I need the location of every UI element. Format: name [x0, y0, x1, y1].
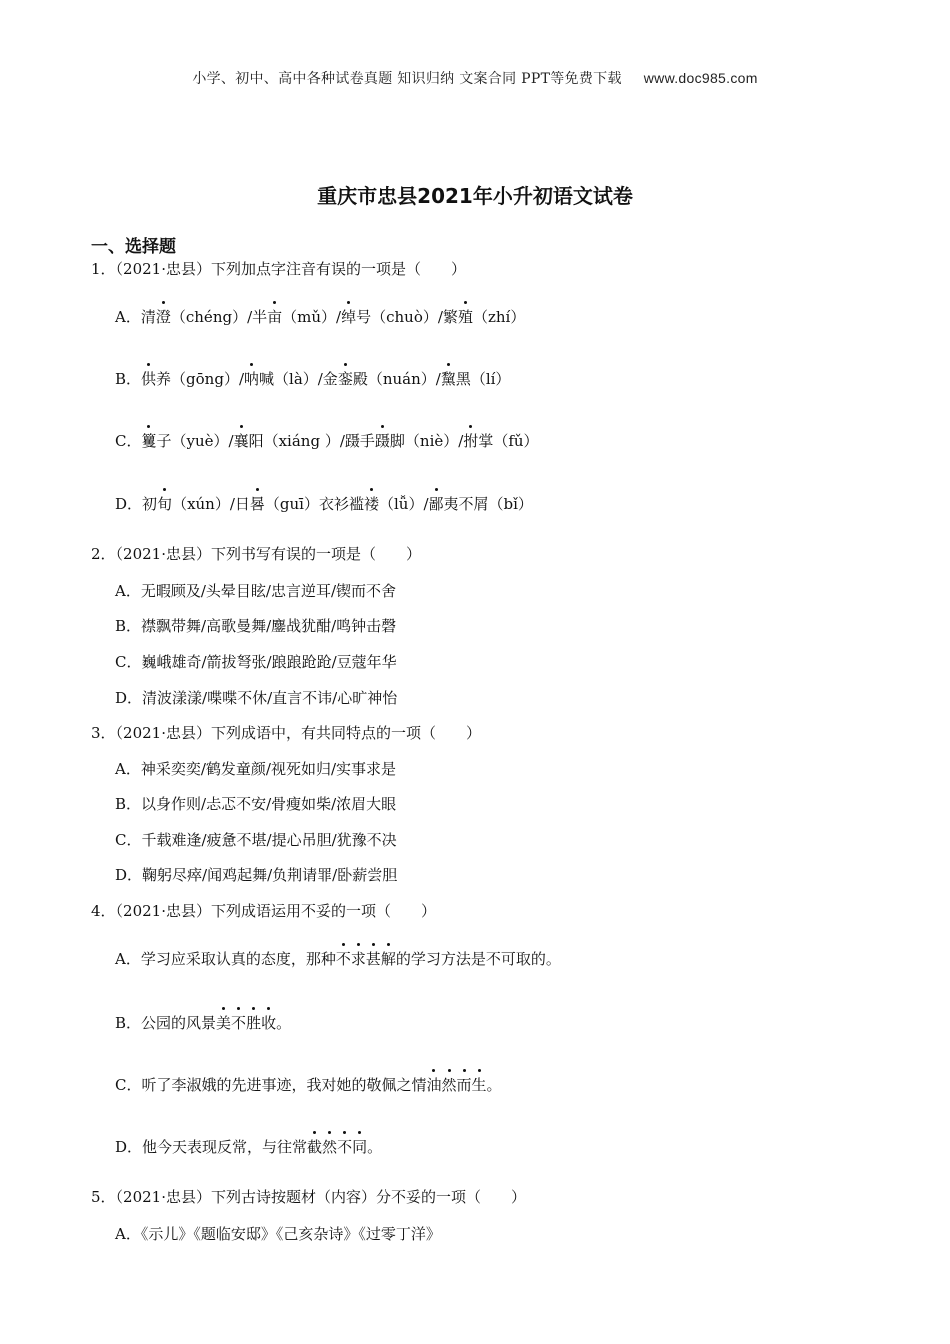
- emphasis-char: 油: [426, 1076, 442, 1094]
- question-4-option-c: C．听了李淑娥的先进事迹，我对她的敬佩之情油然而生。: [115, 1076, 502, 1094]
- emphasis-char: 绰: [341, 308, 357, 326]
- emphasis-char: 殖: [457, 308, 473, 326]
- emphasis-char: 收: [261, 1014, 277, 1032]
- emphasis-char: 鄙: [428, 495, 444, 513]
- emphasis-char: 褛: [363, 495, 379, 513]
- question-2-stem: 2．（2021·忠县）下列书写有误的一项是（ ）: [91, 545, 421, 563]
- question-4-option-d: D．他今天表现反常，与往常截然不同。: [115, 1138, 383, 1156]
- emphasis-char: 蹑: [374, 432, 390, 450]
- emphasis-char: 求: [350, 950, 366, 968]
- emphasis-char: 亩: [267, 308, 283, 326]
- question-1-option-c: C．籰子（yuè）/襄阳（xiáng ）/蹑手蹑脚（niè）/拊掌（fǔ）: [115, 432, 539, 450]
- question-3-option-d: D．鞠躬尽瘁/闻鸡起舞/负荆请罪/卧薪尝胆: [115, 866, 398, 884]
- question-2-option-a: A．无暇顾及/头晕目眩/忠言逆耳/锲而不舍: [115, 582, 396, 600]
- header-text: 小学、初中、高中各种试卷真题 知识归纳 文案合同 PPT等免费下载: [192, 71, 622, 87]
- emphasis-char: 不: [335, 950, 351, 968]
- emphasis-char: 而: [456, 1076, 472, 1094]
- question-1-option-a: A．清澄（chéng）/半亩（mǔ）/绰号（chuò）/繁殖（zhí）: [115, 308, 526, 326]
- emphasis-char: 甚: [365, 950, 381, 968]
- question-1-option-d: D．初旬（xún）/日晷（guī）衣衫褴褛（lǚ）/鄙夷不屑（bǐ）: [115, 495, 533, 513]
- emphasis-char: 襄: [233, 432, 249, 450]
- emphasis-char: 銮: [337, 370, 353, 388]
- emphasis-char: 拊: [463, 432, 479, 450]
- emphasis-char: 供: [141, 370, 157, 388]
- emphasis-char: 呐: [244, 370, 260, 388]
- question-1-option-b: B．供养（gōng）/呐喊（là）/金銮殿（nuán）/黧黑（lí）: [115, 370, 511, 388]
- emphasis-char: 同: [352, 1138, 368, 1156]
- page-title: 重庆市忠县2021年小升初语文试卷: [317, 184, 633, 208]
- section-heading: 一、选择题: [91, 237, 176, 257]
- question-1-stem: 1．（2021·忠县）下列加点字注音有误的一项是（ ）: [91, 260, 466, 278]
- question-4-option-b: B．公园的风景美不胜收。: [115, 1014, 292, 1032]
- emphasis-char: 籰: [141, 432, 157, 450]
- emphasis-char: 解: [380, 950, 396, 968]
- question-4-stem: 4．（2021·忠县）下列成语运用不妥的一项（ ）: [91, 902, 436, 920]
- page-header: [0, 68, 950, 88]
- emphasis-char: 生: [471, 1076, 487, 1094]
- question-3-option-c: C．千载难逢/疲惫不堪/提心吊胆/犹豫不决: [115, 831, 397, 849]
- header-url[interactable]: www.doc985.com: [643, 70, 758, 86]
- emphasis-char: 截: [307, 1138, 323, 1156]
- question-3-option-b: B．以身作则/忐忑不安/骨瘦如柴/浓眉大眼: [115, 795, 397, 813]
- question-2-option-d: D．清波漾漾/喋喋不休/直言不讳/心旷神怡: [115, 689, 398, 707]
- emphasis-char: 然: [322, 1138, 338, 1156]
- emphasis-char: 胜: [246, 1014, 262, 1032]
- emphasis-char: 然: [441, 1076, 457, 1094]
- emphasis-char: 黧: [440, 370, 456, 388]
- emphasis-char: 旬: [157, 495, 173, 513]
- emphasis-char: 美: [216, 1014, 232, 1032]
- emphasis-char: 澄: [155, 308, 171, 326]
- question-3-option-a: A．神采奕奕/鹤发童颜/视死如归/实事求是: [115, 760, 396, 778]
- emphasis-char: 晷: [249, 495, 265, 513]
- question-3-stem: 3．（2021·忠县）下列成语中，有共同特点的一项（ ）: [91, 724, 481, 742]
- question-5-stem: 5．（2021·忠县）下列古诗按题材（内容）分不妥的一项（ ）: [91, 1188, 526, 1206]
- question-2-option-c: C．巍峨雄奇/箭拔弩张/踉踉跄跄/豆蔻年华: [115, 653, 397, 671]
- question-4-option-a: A．学习应采取认真的态度，那种不求甚解的学习方法是不可取的。: [115, 950, 561, 968]
- question-2-option-b: B．襟飘带舞/高歌曼舞/鏖战犹酣/鸣钟击磬: [115, 617, 397, 635]
- question-5-option-a: A．《示儿》《题临安邸》《己亥杂诗》《过零丁洋》: [115, 1225, 441, 1243]
- emphasis-char: 不: [231, 1014, 247, 1032]
- emphasis-char: 不: [337, 1138, 353, 1156]
